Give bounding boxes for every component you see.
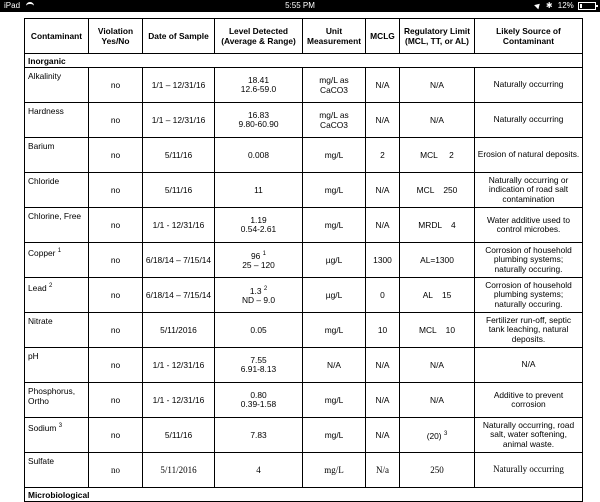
cell-unit [303,348,366,383]
violation-value: no [110,395,121,405]
cell-limit [400,103,475,138]
cell-unit [303,243,366,278]
level-average: 18.41 [248,75,269,85]
table-row [25,453,583,488]
cell-source [475,208,583,243]
level-average: 1.3 [249,285,262,296]
unit-value: mg/L [324,430,344,440]
cell-unit [303,313,366,348]
cell-mclg [366,138,400,173]
contaminant-name: Lead [28,282,47,293]
cell-limit [400,278,475,313]
date-value: 1/1 – 12/31/16 [151,80,206,90]
limit-value: 250 [430,465,444,475]
status-bar [0,0,600,12]
cell-level [215,383,303,418]
mclg-value: 1300 [373,255,392,265]
violation-value: no [110,255,121,265]
device-label: iPad [4,1,21,10]
cell-date [143,138,215,173]
cell-limit [400,208,475,243]
unit-value: µg/L [325,290,343,300]
cell-contaminant [25,418,89,453]
cell-unit [303,208,366,243]
cell-mclg [366,173,400,208]
cell-source [475,173,583,208]
cell-mclg [366,243,400,278]
date-value: 5/11/2016 [160,465,197,475]
source-value: Additive to prevent corrosion [493,390,564,409]
cell-level [215,103,303,138]
table-row [25,173,583,208]
cell-unit [303,278,366,313]
limit-value: (20) [426,430,442,441]
unit-value: N/A [327,360,341,370]
cell-source [475,383,583,418]
cell-limit [400,138,475,173]
footnote-marker: 2 [48,283,53,289]
limit-value: N/A [430,395,444,405]
cell-contaminant [25,103,89,138]
cell-contaminant [25,208,89,243]
cell-level [215,138,303,173]
cell-level [215,313,303,348]
cell-date [143,348,215,383]
level-average: 96 [251,250,261,261]
unit-value: mg/L [324,325,344,335]
table-row [25,313,583,348]
date-value: 5/11/16 [164,150,193,160]
unit-value: mg/L as CaCO3 [319,75,349,95]
cell-source [475,453,583,488]
mclg-value: N/A [375,395,390,405]
cell-date [143,243,215,278]
header-violation: Violation Yes/No [89,19,143,54]
cell-date [143,418,215,453]
table-header-row [25,19,583,54]
contaminant-name: Barium [28,141,55,151]
cell-mclg [366,383,400,418]
cell-violation [89,173,143,208]
level-average: 1.19 [250,215,267,225]
cell-contaminant [25,383,89,418]
source-value: Naturally occurring [493,115,564,125]
level-range: 9.80-60.90 [238,119,279,129]
mclg-value: N/a [376,465,389,475]
cell-date [143,383,215,418]
contaminant-name: Copper [28,247,56,258]
level-range: 6.91-8.13 [240,364,277,374]
table-row [25,208,583,243]
source-value: Naturally occurring, road salt, water softening, animal waste. [482,420,575,449]
cell-limit [400,348,475,383]
header-mclg: MCLG [366,19,400,54]
cell-source [475,278,583,313]
source-value: Water additive used to control microbes. [486,215,571,234]
battery-percent: 12% [557,1,574,10]
contaminant-name: Alkalinity [28,71,62,81]
cell-level [215,418,303,453]
status-time: 5:55 PM [285,1,315,10]
source-value: Corrosion of household plumbing systems; naturally occuring. [485,245,572,274]
cell-level [215,453,303,488]
cell-violation [89,418,143,453]
violation-value: no [110,430,121,440]
cell-source [475,313,583,348]
contaminant-name: Nitrate [28,316,53,326]
cell-unit [303,138,366,173]
cell-source [475,418,583,453]
contaminant-name: pH [28,351,39,361]
cell-level [215,173,303,208]
contaminant-name: Sodium [28,422,57,433]
cell-contaminant [25,313,89,348]
limit-value: MCL 2 [420,150,454,160]
cell-source [475,138,583,173]
violation-value: no [110,290,121,300]
limit-value: N/A [430,80,444,90]
header-limit: Regulatory Limit (MCL, TT, or AL) [400,19,475,54]
source-value: Fertilizer run-off, septic tank leaching, natural deposits. [485,315,572,344]
cell-limit [400,68,475,103]
level-average: 4 [256,464,261,475]
cell-level [215,243,303,278]
cell-unit [303,418,366,453]
cell-unit [303,383,366,418]
violation-value: no [110,115,121,125]
table-row [25,418,583,453]
cell-contaminant [25,453,89,488]
cell-violation [89,348,143,383]
mclg-value: N/A [375,80,390,90]
cell-date [143,453,215,488]
violation-value: no [110,325,121,335]
mclg-value: 2 [380,150,385,160]
unit-value: mg/L as CaCO3 [319,110,349,130]
cell-date [143,68,215,103]
cell-date [143,278,215,313]
section-microbiological: Microbiological [25,488,583,502]
level-average: 11 [254,184,263,195]
water-quality-table [24,18,583,502]
cell-violation [89,453,143,488]
header-level: Level Detected (Average & Range) [215,19,303,54]
table-row [25,103,583,138]
cell-mclg [366,313,400,348]
mclg-value: N/A [375,185,390,195]
cell-date [143,313,215,348]
cell-limit [400,313,475,348]
bluetooth-icon: ✱ [545,1,553,10]
cell-limit [400,418,475,453]
source-value: Naturally occurring [493,80,564,90]
level-range: 25 – 120 [242,259,275,270]
date-value: 1/1 - 12/31/16 [152,220,205,230]
level-average: 16.83 [248,110,269,120]
cell-contaminant [25,278,89,313]
cell-mclg [366,103,400,138]
cell-mclg [366,418,400,453]
violation-value: no [110,150,121,160]
table-row [25,383,583,418]
violation-value: no [110,220,121,230]
cell-contaminant [25,138,89,173]
cell-violation [89,68,143,103]
cell-source [475,348,583,383]
level-range: 0.54-2.61 [240,224,277,234]
source-value: Naturally occurring [493,465,564,475]
violation-value: no [110,80,121,90]
cell-violation [89,313,143,348]
limit-value: N/A [430,360,444,370]
mclg-value: 10 [377,325,388,335]
footnote-marker: 2 [263,286,268,293]
limit-value: MCL 10 [419,325,455,335]
cell-source [475,103,583,138]
cell-level [215,278,303,313]
cell-date [143,173,215,208]
violation-value: no [110,360,121,370]
cell-mclg [366,208,400,243]
violation-value: no [111,465,120,475]
footnote-marker: 1 [262,251,266,258]
mclg-value: 0 [380,290,385,300]
table-row [25,68,583,103]
level-range: 12.6-59.0 [240,84,277,94]
date-value: 1/1 - 12/31/16 [152,360,205,370]
cell-source [475,243,583,278]
cell-contaminant [25,243,89,278]
mclg-value: N/A [375,430,390,440]
level-average: 0.05 [250,324,267,335]
header-source: Likely Source of Contaminant [475,19,583,54]
cell-unit [303,103,366,138]
level-average: 7.83 [250,429,267,440]
cell-limit [400,383,475,418]
contaminant-name: Chloride [28,176,60,186]
cell-level [215,348,303,383]
cell-unit [303,173,366,208]
date-value: 6/18/14 – 7/15/14 [145,255,212,265]
cell-level [215,208,303,243]
violation-value: no [110,185,121,195]
cell-violation [89,383,143,418]
source-value: N/A [521,360,536,370]
cell-mclg [366,453,400,488]
footnote-marker: 3 [58,423,63,429]
contaminant-name: Sulfate [28,456,55,466]
footnote-marker: 3 [443,431,448,438]
date-value: 1/1 – 12/31/16 [151,115,206,125]
date-value: 5/11/16 [164,185,193,195]
table-row [25,348,583,383]
limit-value: AL=1300 [420,255,454,265]
table-row [25,243,583,278]
cell-mclg [366,348,400,383]
unit-value: mg/L [324,150,344,160]
cell-violation [89,208,143,243]
mclg-value: N/A [375,220,390,230]
source-value: Corrosion of household plumbing systems; naturally occuring. [485,280,572,309]
date-value: 5/11/16 [164,430,193,440]
cell-contaminant [25,348,89,383]
status-right [535,0,596,12]
cell-date [143,103,215,138]
date-value: 1/1 - 12/31/16 [152,395,205,405]
limit-value: MCL 250 [416,185,458,195]
header-contaminant: Contaminant [25,19,89,54]
mclg-value: N/A [375,360,390,370]
header-unit: Unit Measurement [303,19,366,54]
cell-unit [303,453,366,488]
battery-icon [578,2,596,10]
cell-violation [89,138,143,173]
cell-violation [89,243,143,278]
table-row [25,278,583,313]
unit-value: mg/L [324,465,344,475]
location-icon [534,2,542,10]
section-inorganic: Inorganic [25,54,583,68]
cell-level [215,68,303,103]
contaminant-name: Hardness [28,106,64,116]
cell-unit [303,68,366,103]
cell-mclg [366,68,400,103]
table-row [25,138,583,173]
header-date: Date of Sample [143,19,215,54]
document-page[interactable] [0,12,600,500]
level-range: ND – 9.0 [241,294,276,305]
level-average: 0.80 [250,390,267,400]
unit-value: mg/L [324,395,344,405]
cell-contaminant [25,173,89,208]
source-value: Naturally occurring or indication of road salt contamination [488,175,569,204]
unit-value: mg/L [324,185,344,195]
level-average: 0.008 [248,149,269,160]
contaminant-name: Phosphorus, Ortho [28,386,76,406]
cell-source [475,68,583,103]
level-average: 7.55 [250,355,267,365]
date-value: 6/18/14 – 7/15/14 [145,290,212,300]
date-value: 5/11/2016 [160,325,197,335]
level-range: 0.39-1.58 [240,399,277,409]
cell-violation [89,278,143,313]
limit-value: MRDL 4 [418,220,456,230]
limit-value: N/A [430,115,444,125]
cell-limit [400,243,475,278]
cell-limit [400,453,475,488]
unit-value: mg/L [324,220,344,230]
cell-contaminant [25,68,89,103]
cell-mclg [366,278,400,313]
footnote-marker: 1 [57,248,62,254]
contaminant-name: Chlorine, Free [28,211,82,221]
source-value: Erosion of natural deposits. [477,150,580,160]
cell-limit [400,173,475,208]
cell-violation [89,103,143,138]
unit-value: µg/L [325,255,343,265]
mclg-value: N/A [375,115,390,125]
cell-date [143,208,215,243]
limit-value: AL 15 [422,290,452,300]
